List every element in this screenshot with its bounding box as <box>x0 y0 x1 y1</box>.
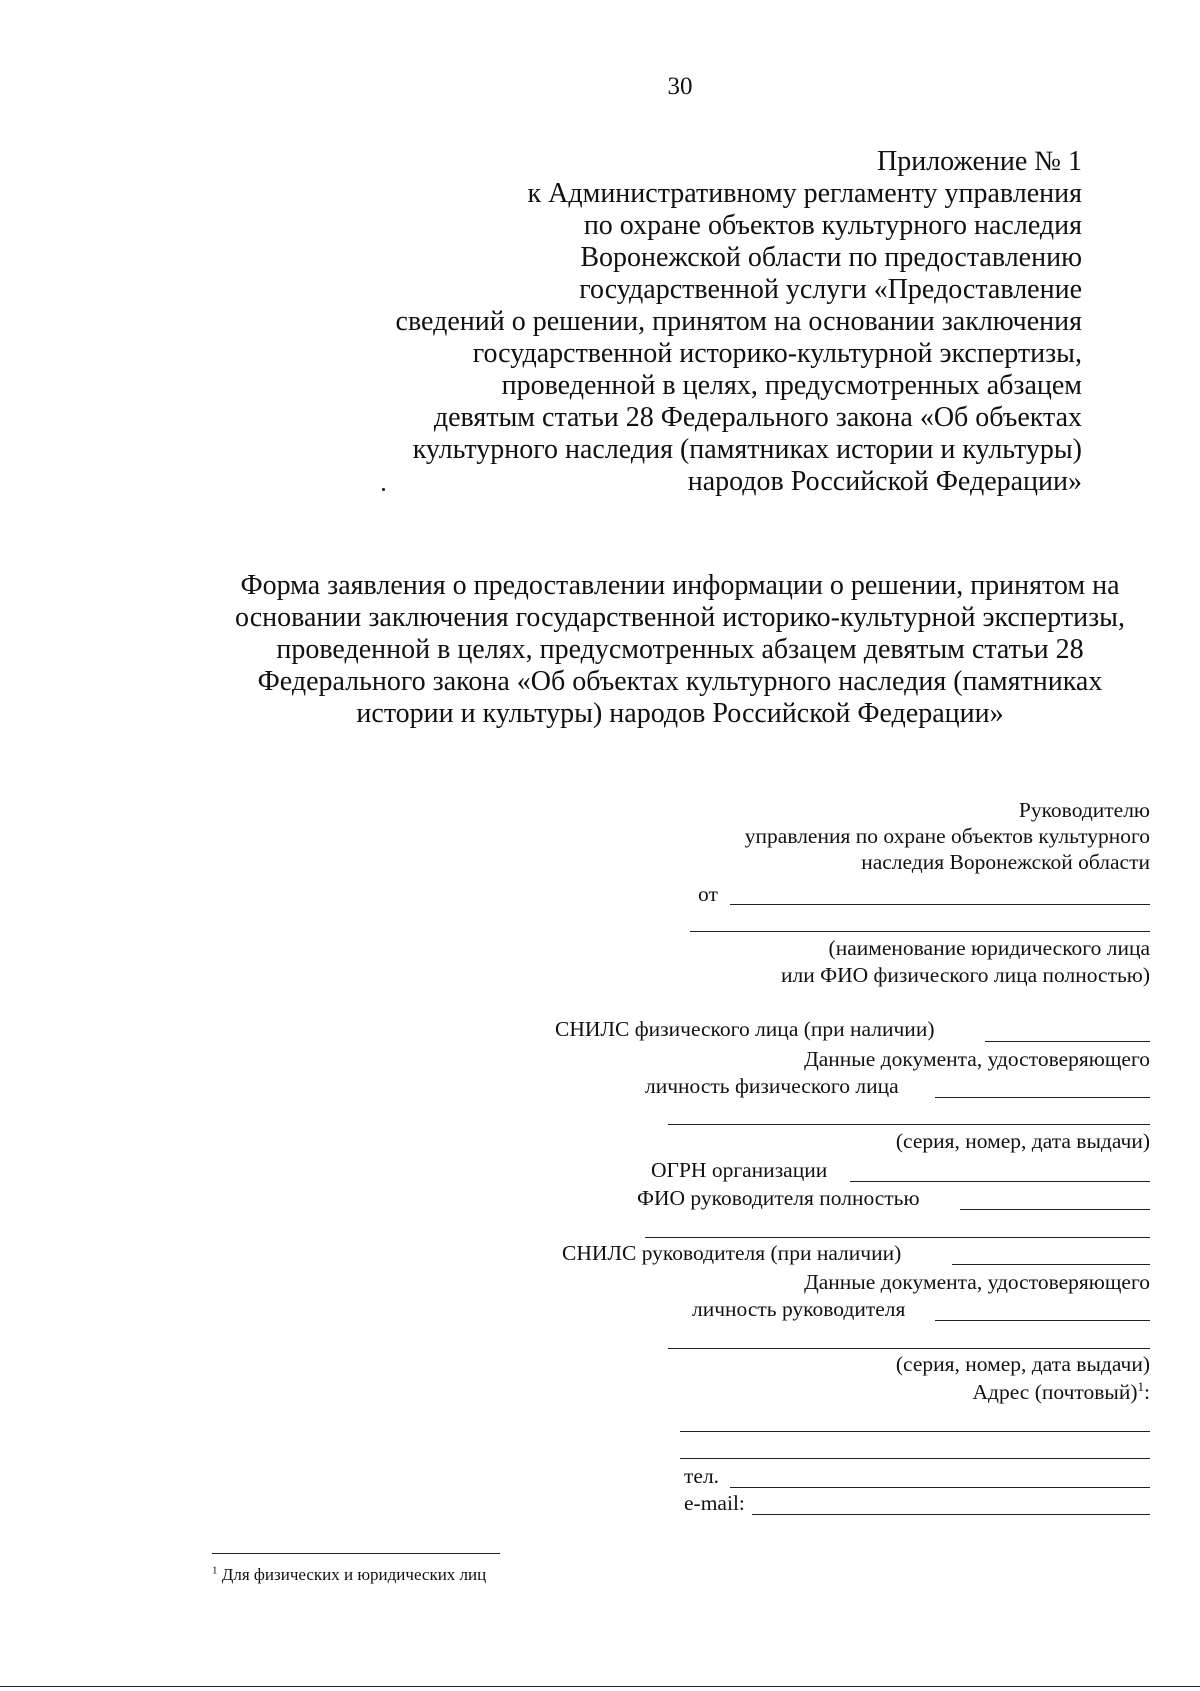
doc-head-input-2[interactable] <box>668 1348 1150 1349</box>
appendix-line: культурного наследия (памятниках истории и культуры) <box>412 434 1082 465</box>
footnote <box>212 1565 486 1585</box>
appendix-line: сведений о решении, принятом на основании заключения <box>395 306 1082 337</box>
appendix-line: государственной услуги «Предоставление <box>579 274 1082 305</box>
address-input-2[interactable] <box>680 1458 1150 1459</box>
address-label: Адрес (почтовый) <box>972 1380 1138 1404</box>
address-label-wrap <box>973 1379 1151 1405</box>
email-label: e-mail: <box>684 1491 745 1515</box>
ogrn-input[interactable] <box>850 1181 1150 1182</box>
page-bottom-edge <box>0 1686 1200 1687</box>
footnote-marker: 1 <box>212 1564 218 1577</box>
from-input-line-2[interactable] <box>690 931 1150 932</box>
appendix-line: по охране объектов культурного наследия <box>583 210 1082 241</box>
appendix-line: государственной историко-культурной экспертизы, <box>472 338 1082 369</box>
doc-person-input[interactable] <box>935 1097 1150 1098</box>
form-title <box>205 570 1155 730</box>
phone-input[interactable] <box>730 1487 1150 1488</box>
form-title-line: основании заключения государственной историко-культурной экспертизы, <box>235 602 1125 633</box>
appendix-line: проведенной в целях, предусмотренных абзацем <box>501 370 1082 401</box>
addressee-line: Руководителю <box>1018 798 1150 822</box>
address-footnote-marker: 1 <box>1137 1378 1145 1394</box>
page-number: 30 <box>667 73 693 100</box>
snils-head-input[interactable] <box>952 1264 1150 1265</box>
appendix-header <box>396 146 1082 498</box>
doc-head-label: личность руководителя <box>692 1297 906 1321</box>
doc-head-input[interactable] <box>935 1320 1150 1321</box>
from-input-line[interactable] <box>730 904 1150 905</box>
ogrn-label: ОГРН организации <box>651 1158 828 1182</box>
addressee-line: управления по охране объектов культурного <box>744 824 1150 848</box>
appendix-line: народов Российской Федерации» <box>687 466 1082 497</box>
footnote-text: Для физических и юридических лиц <box>221 1565 487 1584</box>
scan-dot <box>382 488 385 491</box>
doc-person-hint: (серия, номер, дата выдачи) <box>895 1129 1150 1153</box>
head-fio-label: ФИО руководителя полностью <box>637 1186 920 1210</box>
doc-head-hint: (серия, номер, дата выдачи) <box>895 1352 1150 1376</box>
name-hint: или ФИО физического лица полностью) <box>780 963 1150 987</box>
appendix-line: Воронежской области по предоставлению <box>580 242 1082 273</box>
snils-head-label: СНИЛС руководителя (при наличии) <box>562 1241 902 1265</box>
head-fio-input-2[interactable] <box>645 1237 1150 1238</box>
appendix-line: Приложение № 1 <box>877 146 1082 177</box>
snils-person-label: СНИЛС физического лица (при наличии) <box>555 1017 935 1041</box>
appendix-line: девятым статьи 28 Федерального закона «Об объектах <box>433 402 1082 433</box>
doc-head-label: Данные документа, удостоверяющего <box>804 1270 1150 1294</box>
doc-person-input-2[interactable] <box>668 1124 1150 1125</box>
head-fio-input[interactable] <box>960 1209 1150 1210</box>
snils-person-input[interactable] <box>985 1041 1150 1042</box>
form-title-line: Федерального закона «Об объектах культурного наследия (памятниках <box>257 666 1103 697</box>
email-input[interactable] <box>752 1514 1150 1515</box>
name-hint: (наименование юридического лица <box>828 936 1150 960</box>
appendix-line: к Административному регламенту управления <box>527 178 1082 209</box>
form-title-line: истории и культуры) народов Российской Федерации» <box>356 698 1004 729</box>
from-label: от <box>698 882 718 906</box>
doc-person-label: Данные документа, удостоверяющего <box>804 1047 1150 1071</box>
address-colon: : <box>1144 1380 1150 1404</box>
address-input[interactable] <box>680 1431 1150 1432</box>
doc-person-label: личность физического лица <box>645 1074 899 1098</box>
footnote-rule <box>212 1553 500 1554</box>
phone-label: тел. <box>684 1464 720 1488</box>
addressee-line: наследия Воронежской области <box>861 850 1150 874</box>
form-title-line: Форма заявления о предоставлении информации о решении, принятом на <box>240 570 1120 601</box>
form-title-line: проведенной в целях, предусмотренных абзацем девятым статьи 28 <box>276 634 1084 665</box>
